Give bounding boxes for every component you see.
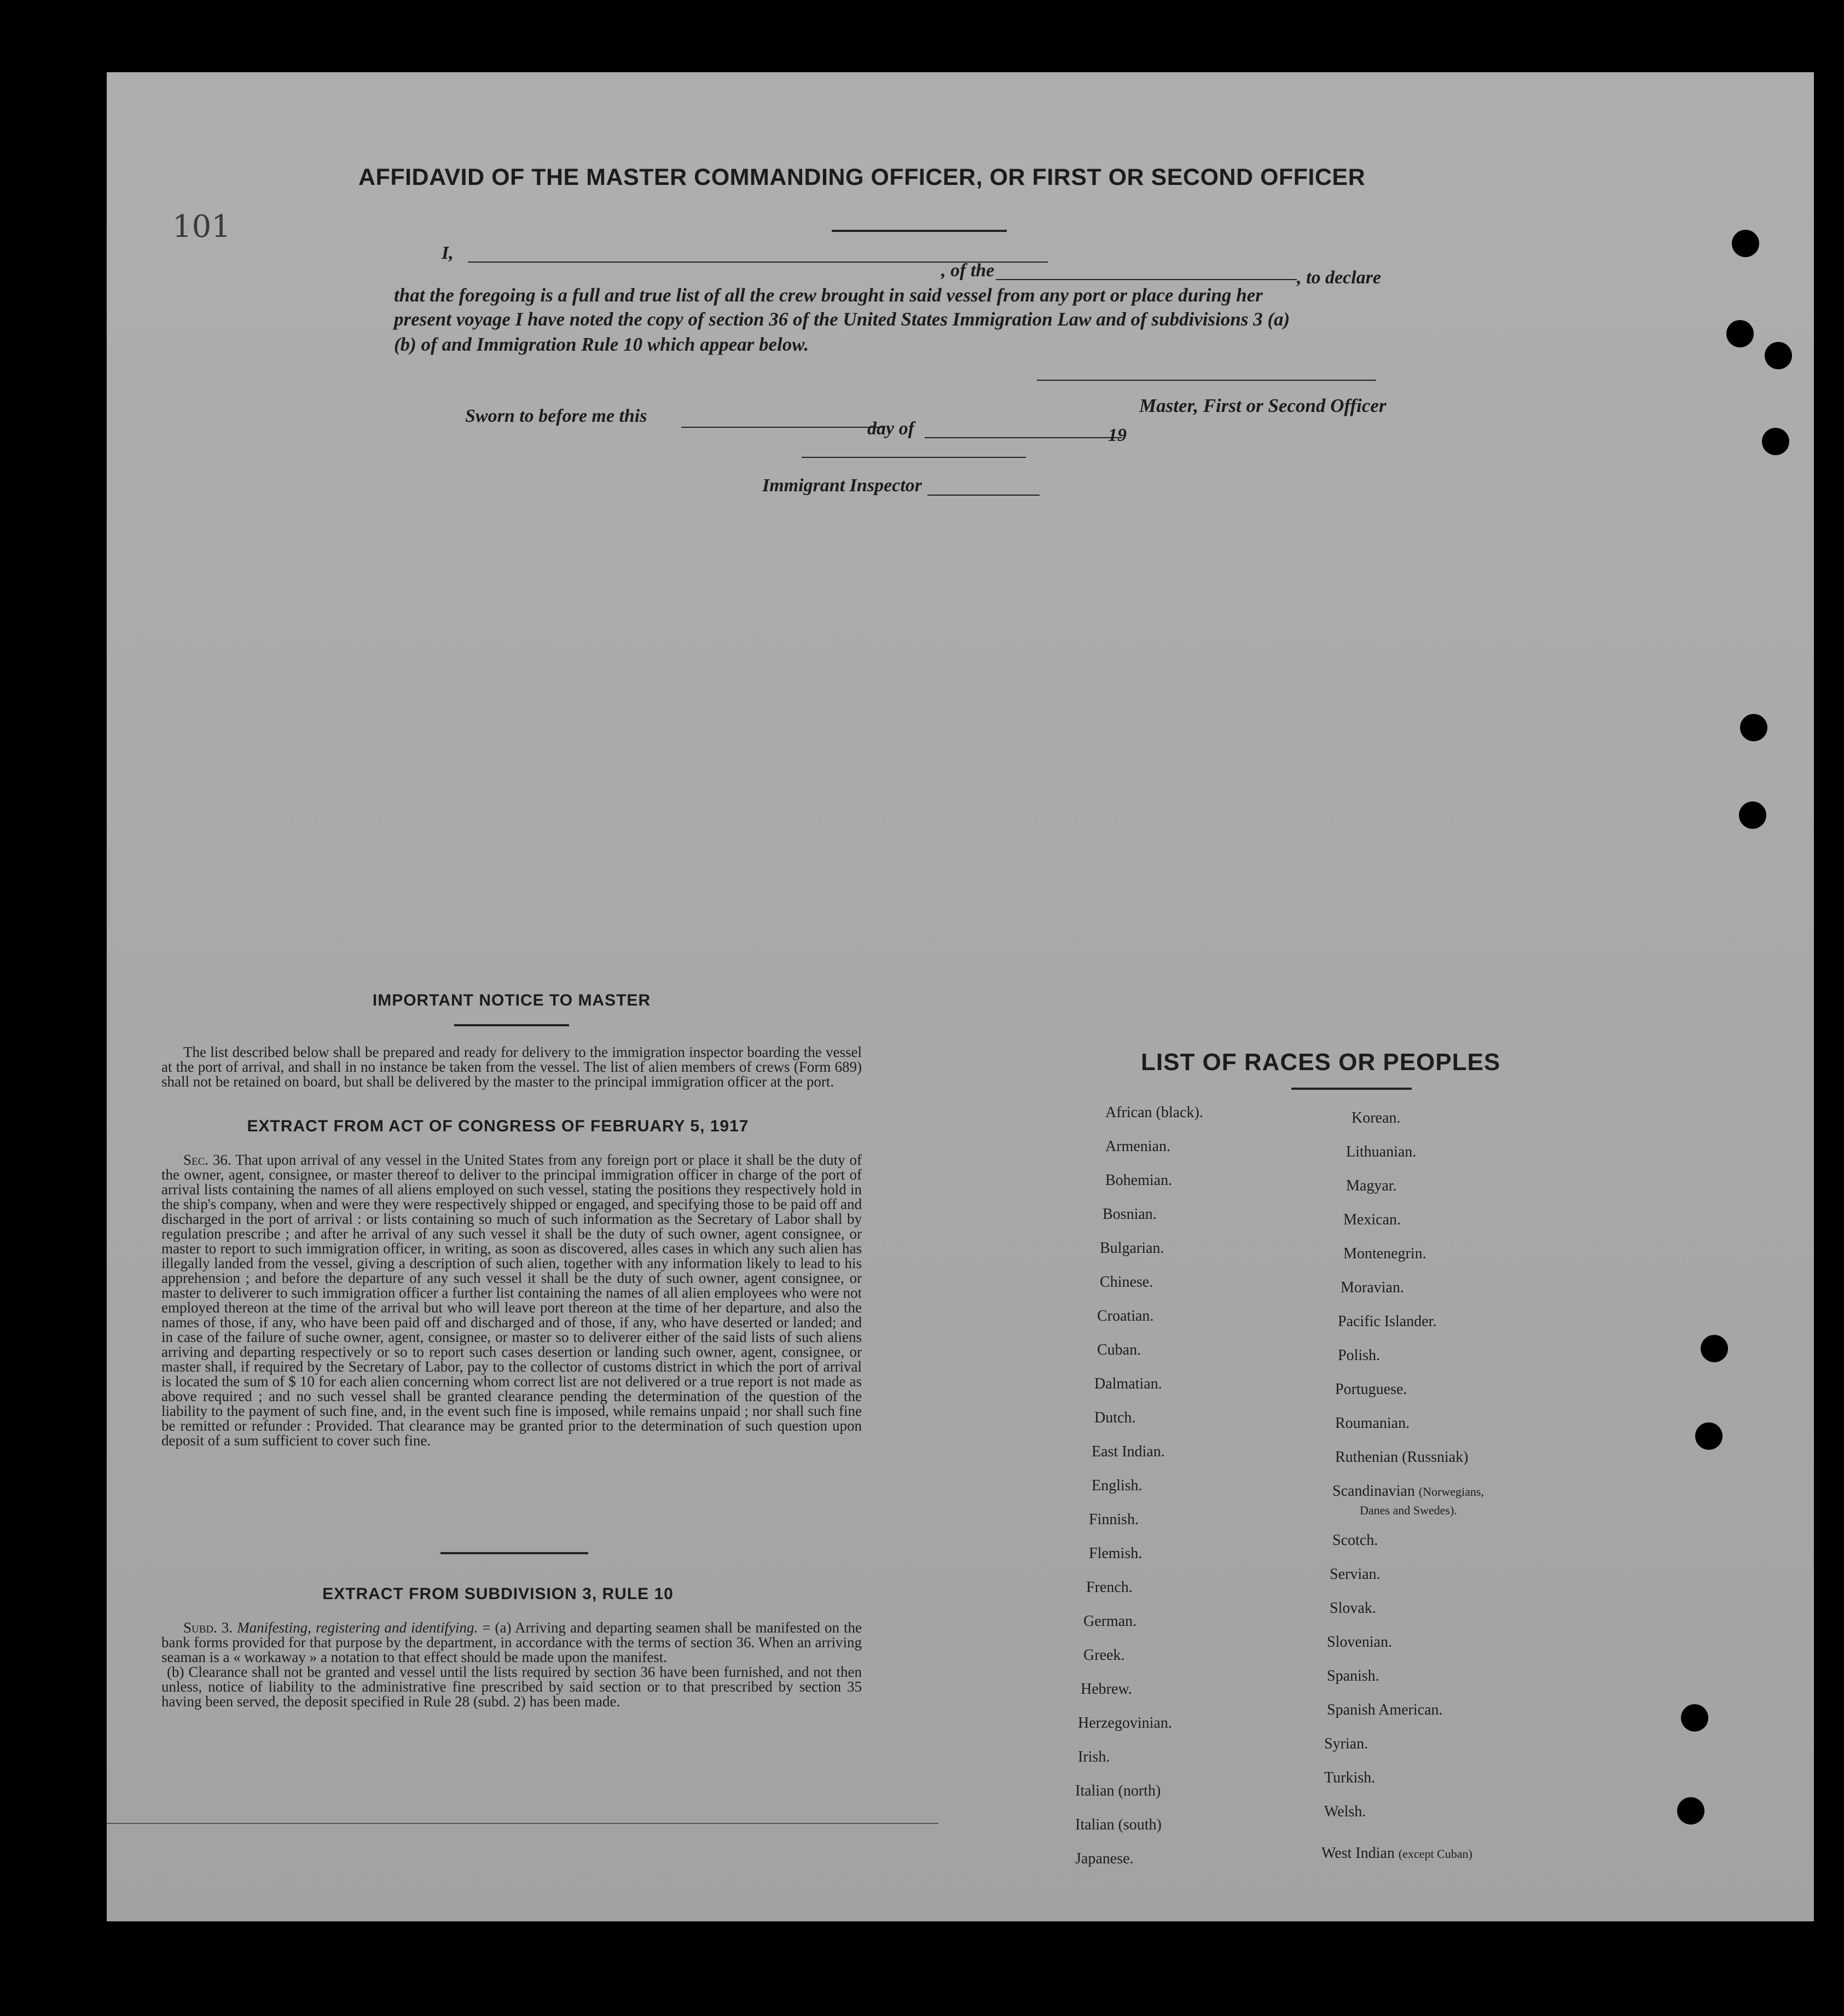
race-item: Slovenian. — [1327, 1634, 1392, 1651]
page-corner-number: 101 — [172, 209, 231, 245]
race-item: Korean. — [1352, 1109, 1401, 1126]
binder-hole — [1740, 714, 1767, 741]
race-item: Finnish. — [1089, 1511, 1139, 1528]
race-item-note: (Norwegians, — [1418, 1485, 1484, 1498]
race-item: Syrian. — [1324, 1735, 1368, 1752]
race-item: African (black). — [1105, 1104, 1203, 1121]
notice-text: The list described below shall be prepared and ready for delivery to the immigration inspector boarding the vessel at the port of arrival, and shall in no instance be taken from the vessel. The list of alien members of crews (Form 689) shall not be retained on board, but shall be delivered by the master to the principal immigration officer at the port. — [161, 1044, 862, 1090]
binder-hole — [1701, 1335, 1728, 1362]
race-item-note: (except Cuban) — [1398, 1847, 1472, 1861]
year-prefix: 19 — [1108, 425, 1127, 445]
race-item: Irish. — [1078, 1748, 1110, 1765]
race-item: Dutch. — [1094, 1409, 1136, 1426]
binder-hole — [1732, 230, 1759, 257]
title-rule — [832, 230, 1007, 232]
affidavit-line-2: present voyage I have noted the copy of section 36 of the United States Immigration Law and of subdivisions 3 (a) — [394, 309, 1290, 330]
notice-rule — [454, 1024, 569, 1026]
notice-title: IMPORTANT NOTICE TO MASTER — [372, 991, 651, 1009]
rule-subd-label: Subd. 3. — [183, 1619, 233, 1636]
race-item: Scotch. — [1332, 1532, 1378, 1549]
binder-hole — [1762, 428, 1789, 455]
master-signature-label: Master, First or Second Officer — [1139, 395, 1387, 416]
race-item: Polish. — [1338, 1347, 1381, 1364]
rule-text-b: (b) Clearance shall not be granted and vessel until the lists required by section 36 have been furnished, and not then unless, notice of liability to the administrative fine prescribed by said section or to that prescribed by section 35 having been served, the deposit specified in Rule 28 (subd. 2) has been made. — [161, 1664, 862, 1710]
sworn-label: Sworn to before me this — [465, 406, 647, 426]
affiant-prefix: I, — [442, 243, 454, 263]
act-rule — [440, 1552, 588, 1554]
race-item: Moravian. — [1341, 1279, 1404, 1296]
binder-hole — [1681, 1704, 1708, 1732]
binder-hole — [1739, 801, 1766, 829]
sworn-month-field — [925, 437, 1122, 438]
binder-hole — [1677, 1797, 1704, 1825]
race-item: Bulgarian. — [1100, 1240, 1164, 1257]
inspector-signature-field — [927, 495, 1040, 496]
form-bottom-rule — [107, 1823, 938, 1824]
race-item: Japanese. — [1075, 1850, 1134, 1867]
race-item: Welsh. — [1324, 1803, 1366, 1820]
binder-hole — [1765, 342, 1792, 369]
race-item: Bosnian. — [1103, 1206, 1157, 1223]
race-item: Chinese. — [1100, 1274, 1153, 1291]
affidavit-line-1: that the foregoing is a full and true list of all the crew brought in said vessel from any port or place during her — [394, 284, 1263, 306]
race-item: Mexican. — [1343, 1211, 1401, 1228]
rule-subd-heading: Manifesting, registering and identifying. — [237, 1619, 478, 1636]
race-item: English. — [1092, 1477, 1143, 1494]
race-item: Spanish American. — [1327, 1701, 1443, 1718]
races-title: LIST OF RACES OR PEOPLES — [1141, 1049, 1501, 1076]
rule-text-a: = (a) Arriving and departing seamen shall be manifested on the bank forms provided for that purpose by the department, in accordance with the terms of section 36. When an arriving seaman is a « workaway » a notation to that effect should be made upon the manifest. — [161, 1619, 862, 1665]
act-text — [161, 1153, 862, 1448]
race-item: Montenegrin. — [1343, 1245, 1427, 1262]
race-item: East Indian. — [1092, 1443, 1165, 1460]
day-of-label: day of — [867, 419, 914, 439]
act-section-label: Sec. 36. — [183, 1152, 231, 1168]
race-item-main: West Indian — [1321, 1845, 1395, 1862]
race-item-continuation — [1360, 1501, 1457, 1519]
document-page — [107, 72, 1814, 1921]
race-item: Italian (north) — [1075, 1782, 1161, 1799]
race-item: German. — [1083, 1613, 1137, 1630]
race-item: Magyar. — [1346, 1177, 1397, 1194]
race-item: Spanish. — [1327, 1668, 1379, 1684]
race-item: Italian (south) — [1075, 1816, 1162, 1833]
race-item: Herzegovinian. — [1078, 1715, 1172, 1732]
affidavit-title: AFFIDAVID OF THE MASTER COMMANDING OFFICER, OR FIRST OR SECOND OFFICER — [358, 164, 1366, 190]
race-item-main: Scandinavian — [1332, 1483, 1415, 1500]
race-item: Roumanian. — [1335, 1415, 1410, 1432]
affidavit-line-3: (b) of and Immigration Rule 10 which appear below. — [394, 334, 809, 355]
binder-hole — [1726, 320, 1754, 347]
race-item: Servian. — [1330, 1566, 1381, 1583]
race-item: Dalmatian. — [1094, 1375, 1162, 1392]
race-item: Pacific Islander. — [1338, 1313, 1437, 1330]
race-item: Slovak. — [1330, 1600, 1376, 1617]
race-item: Hebrew. — [1081, 1681, 1132, 1698]
race-item: Flemish. — [1089, 1545, 1143, 1562]
race-item: Cuban. — [1097, 1341, 1141, 1358]
inspector-label: Immigrant Inspector — [762, 475, 922, 496]
rule-text — [161, 1620, 862, 1709]
act-title: EXTRACT FROM ACT OF CONGRESS OF FEBRUARY 5, 1917 — [247, 1117, 749, 1135]
race-item: Turkish. — [1324, 1769, 1376, 1786]
rule-title: EXTRACT FROM SUBDIVISION 3, RULE 10 — [322, 1585, 674, 1603]
race-item: Croatian. — [1097, 1308, 1154, 1324]
sworn-year-field — [802, 457, 1026, 458]
race-item: French. — [1086, 1579, 1133, 1596]
race-item: Ruthenian (Russniak) — [1335, 1449, 1469, 1466]
race-item: Bohemian. — [1105, 1172, 1173, 1189]
to-declare-label: , to declare — [1297, 268, 1381, 288]
sworn-day-field — [681, 427, 884, 428]
binder-hole — [1695, 1422, 1723, 1450]
race-item: Portuguese. — [1335, 1381, 1407, 1398]
race-item — [1321, 1845, 1472, 1862]
race-item: Lithuanian. — [1346, 1143, 1417, 1160]
act-section-body: That upon arrival of any vessel in the United States from any foreign port or place it shall be the duty of the owner, agent, consignee, or master thereof to deliver to the principal immigration officer in charge of the port of arrival lists containing the names of all aliens employed on such vessel, stating the positions they respectively hold in the ship's company, when and were they were respectively shipped or engaged, and specifying those to be paid off and discharged in the port of arrival : or lists containing so much of such information as the Secretary of Labor shall by regulation prescribe ; and after he arrival of any such vessel it shall be the duty of such owner, agent consignee, or master to report to such immigration officer, in writing, as soon as discovered, alles cases in which any such alien has illegally landed from the vessel, giving a description of such alien, together with any information likely to lead to his apprehension ; and before the departure of any such vessel it shall be the duty of such owner, agent consignee, or master to deliverer to such immigration officer a further list containing the names of all alien employees who were not employed thereon at the time of the arrival but who will leave port thereon at the time of her departure, and also the names of those, if any, who have been paid off and discharged and of those, if any, who have deserted or landed; and in case of the failure of suche owner, agent, consignee, or master so to deliverer either of the said lists of such aliens arriving and departing respectively or so to report such cases desertion or landing such owner, agent, consignee, or master shall, if required by the Secretary of Labor, pay to the collector of customs district in which the port of arrival is located the sum of $ 10 for each alien concerning whom correct list are not delivered or a true report is not made as above required ; and no such vessel shall be granted clearance pending the determination of the question of the liability to the payment of such fine, and, in the event such fine is imposed, while remains unpaid ; nor shall such fine be remitted or refunder : Provided. That clearance may be granted prior to the determination of such question upon deposit of a sum sufficient to cover such fine. — [161, 1152, 862, 1449]
bleed-through-watermark — [917, 72, 1059, 1921]
race-item: Armenian. — [1105, 1138, 1170, 1155]
races-rule — [1291, 1088, 1412, 1090]
race-item-note: Danes and Swedes). — [1360, 1503, 1457, 1517]
race-item — [1332, 1483, 1484, 1500]
race-item: Greek. — [1083, 1647, 1125, 1664]
vessel-name-field — [996, 279, 1297, 280]
of-the-label: , of the — [941, 260, 995, 281]
master-signature-field — [1037, 380, 1376, 381]
